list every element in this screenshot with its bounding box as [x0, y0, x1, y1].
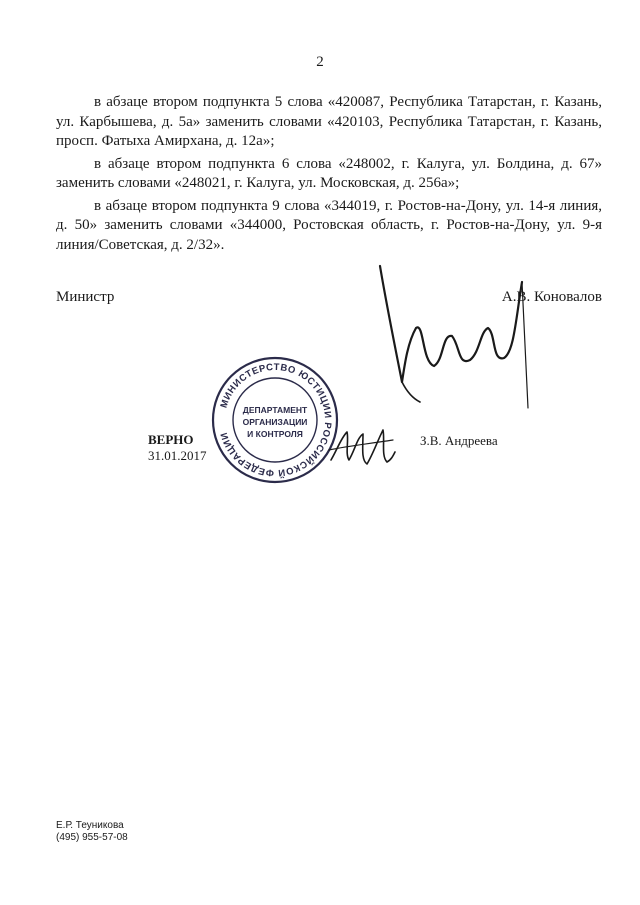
stamp-ring-text: МИНИСТЕРСТВО ЮСТИЦИИ РОССИЙСКОЙ ФЕДЕРАЦИИ — [218, 361, 334, 479]
executor-name: Е.Р. Теуникова — [56, 820, 124, 831]
executor-phone: (495) 955-57-08 — [56, 832, 128, 843]
certification-label: ВЕРНО — [148, 432, 194, 447]
department-stamp — [210, 355, 340, 485]
certifier-name: З.В. Андреева — [420, 433, 498, 448]
signatory-name: А.В. Коновалов — [501, 289, 602, 305]
minister-signature — [372, 262, 532, 412]
stamp-line-1: ДЕПАРТАМЕНТ — [242, 405, 308, 415]
certifier-signature — [327, 420, 397, 475]
document-body — [56, 93, 602, 258]
certification-date: 31.01.2017 — [148, 448, 207, 463]
executor-block — [56, 820, 128, 844]
stamp-line-2: ОРГАНИЗАЦИИ — [242, 417, 308, 427]
page-number: 2 — [316, 54, 324, 70]
paragraph-3: в абзаце втором подпункта 9 слова «344019, г. Ростов-на-Дону, ул. 14-я линия, д. 50» заменить словами «344000, Ростовская область, г. Ростов-на-Дону, ул. 9-я линия/Советская, д. 2/32». — [56, 197, 602, 253]
paragraph-2: в абзаце втором подпункта 6 слова «248002, г. Калуга, ул. Болдина, д. 67» заменить словами «248021, г. Калуга, ул. Московская, д. 256а»; — [56, 155, 602, 191]
signatory-title: Министр — [56, 289, 115, 305]
paragraph-1: в абзаце втором подпункта 5 слова «420087, Республика Татарстан, г. Казань, ул. Карбышева, д. 5а» заменить словами «420103, Республика Татарстан, г. Казань, просп. Фатыха Амирхана, д. 12а»; — [56, 94, 602, 149]
stamp-line-3: И КОНТРОЛЯ — [247, 429, 303, 439]
